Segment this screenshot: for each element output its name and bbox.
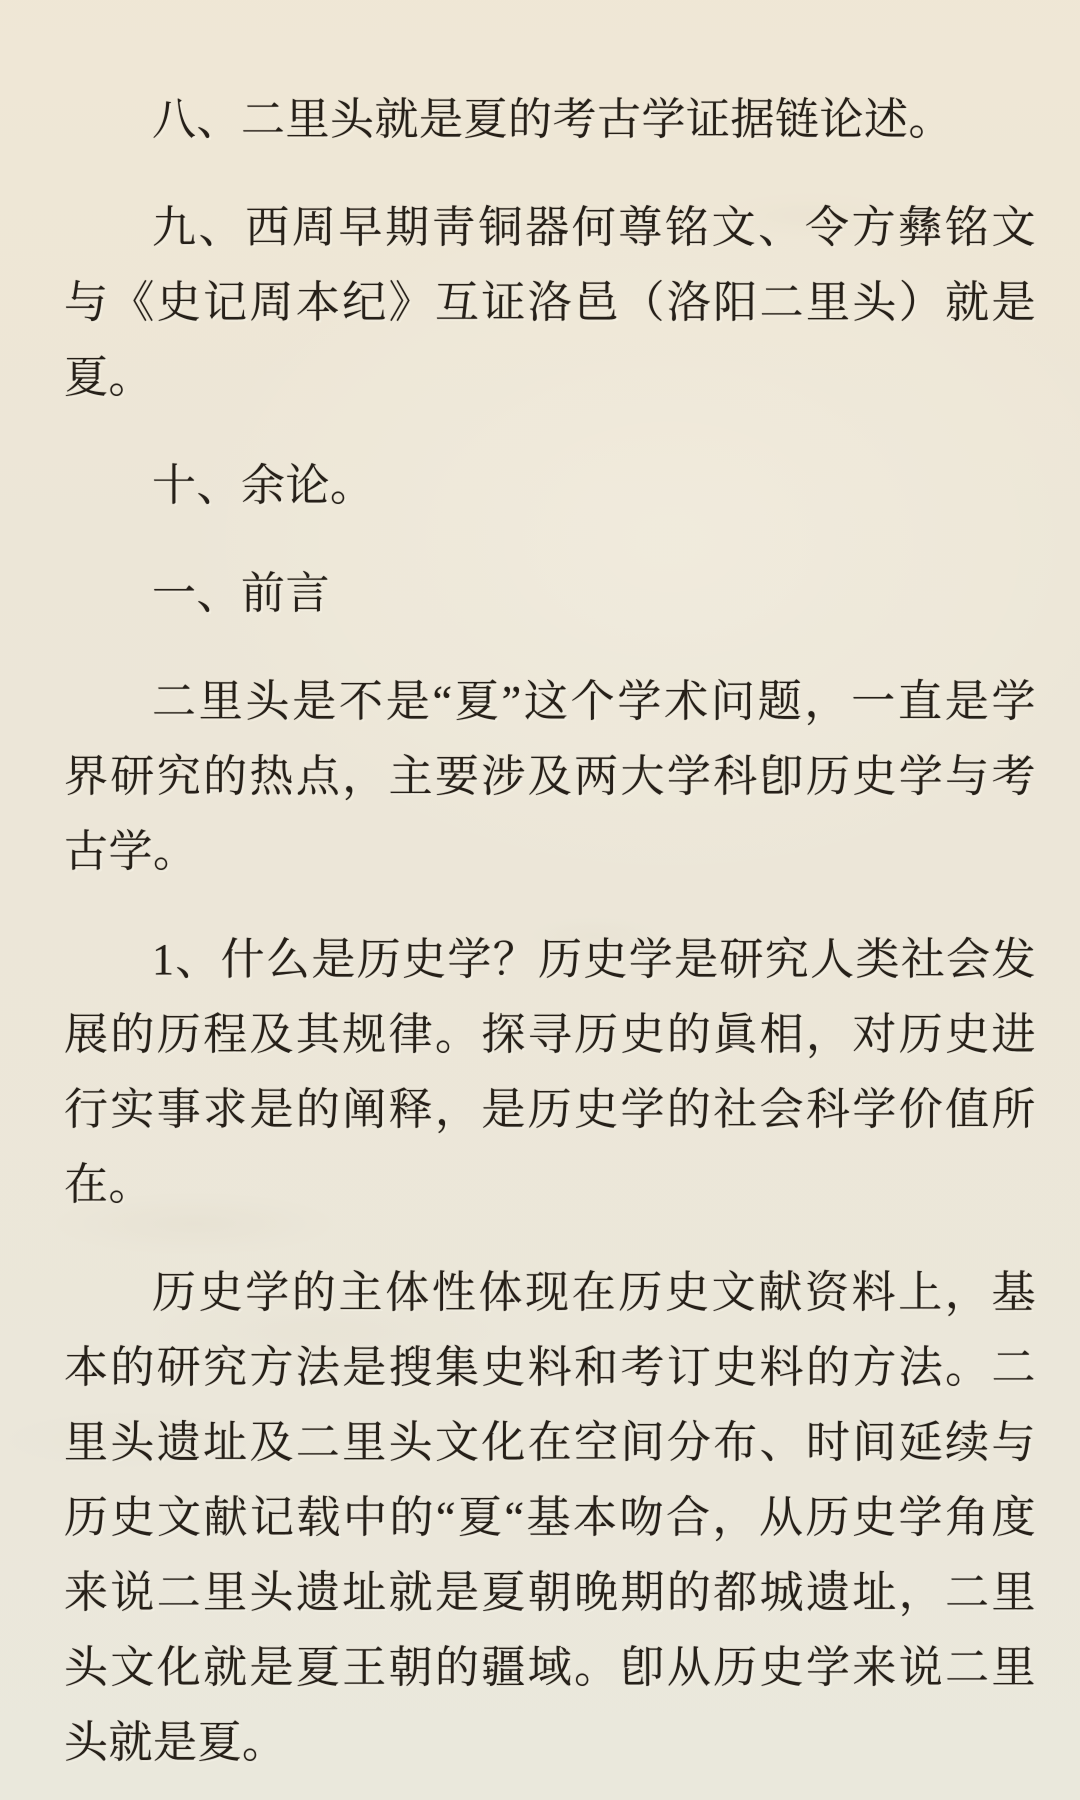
paragraph-heading-preface: 一、前言 (152, 569, 330, 618)
paragraph-body-intro: 二里头是不是“夏”这个学术问题，一直是学界研究的热点，主要涉及两大学科卽历史学与考古学。 (64, 677, 1036, 876)
article-body (64, 82, 1036, 1780)
paragraph-heading-9: 九、西周早期靑铜器何尊铭文、令方彝铭文与《史记周本纪》互证洛邑（洛阳二里头）就是夏。 (64, 203, 1036, 402)
paragraph-body-what-is-history: 1、什么是历史学？历史学是研究人类社会发展的历程及其规律。探寻历史的眞相，对历史进行实事求是的阐释，是历史学的社会科学价值所在。 (64, 935, 1036, 1209)
paragraph-body-history-method: 历史学的主体性体现在历史文献资料上，基本的研究方法是搜集史料和考订史料的方法。二里头遗址及二里头文化在空间分布、时间延续与历史文献记载中的“夏“基本吻合，从历史学角度来说二里头遗址就是夏朝晚期的都城遗址，二里头文化就是夏王朝的疆域。卽从历史学来说二里头就是夏。 (64, 1268, 1036, 1767)
paragraph-heading-10: 十、余论。 (152, 461, 375, 510)
paragraph-heading-8: 八、二里头就是夏的考古学证据链论述。 (152, 95, 953, 144)
